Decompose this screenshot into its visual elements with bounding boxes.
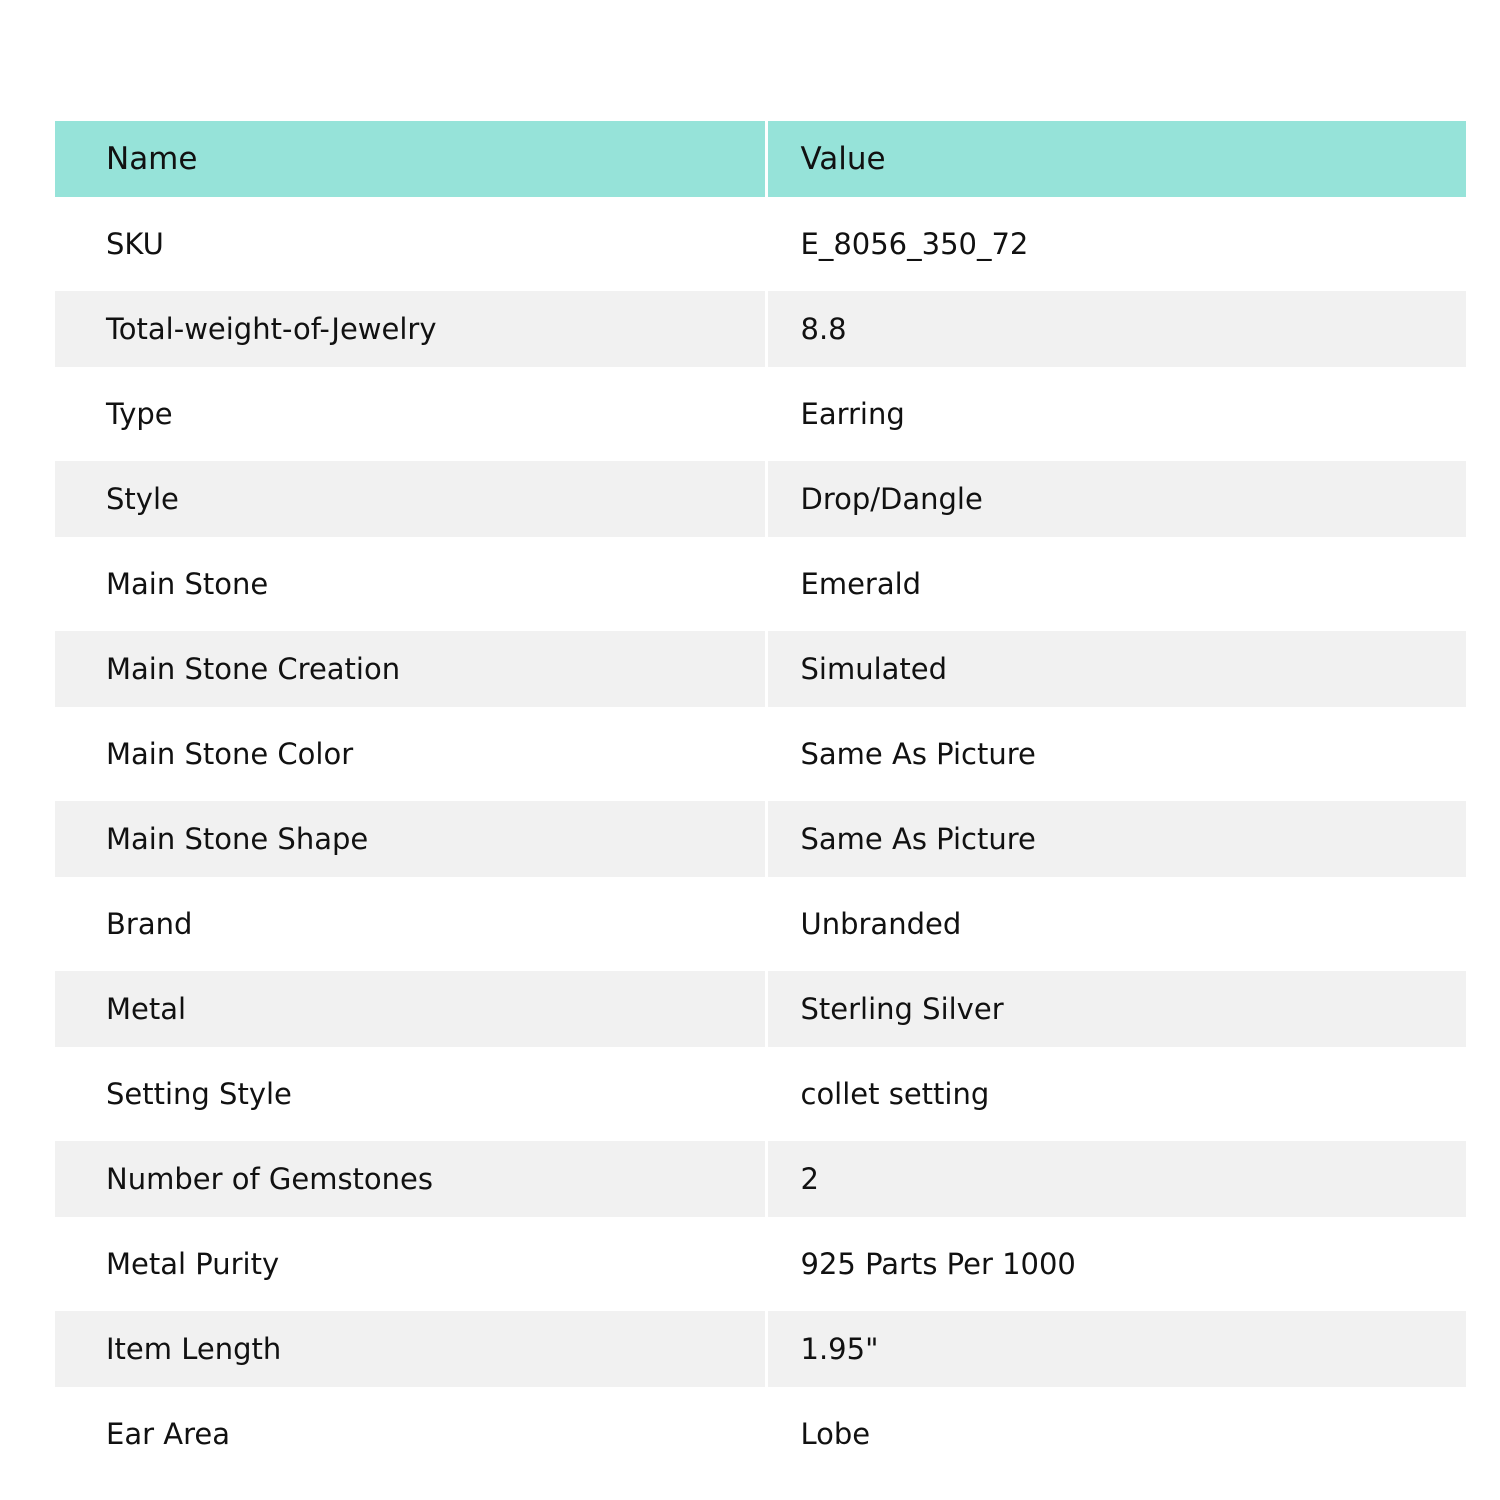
attribute-value-cell: 8.8 — [766, 291, 1466, 367]
attribute-name-cell: Type — [55, 367, 766, 461]
table-row — [55, 1311, 1466, 1387]
table-row — [55, 631, 1466, 707]
table-row — [55, 1217, 1466, 1311]
attribute-value-cell: Drop/Dangle — [766, 461, 1466, 537]
attribute-name-cell: Metal — [55, 971, 766, 1047]
attribute-name-cell: Setting Style — [55, 1047, 766, 1141]
attribute-name-cell: Total-weight-of-Jewelry — [55, 291, 766, 367]
attribute-value-cell: Lobe — [800, 1417, 871, 1451]
table-row — [55, 291, 1466, 367]
attribute-name-cell: Main Stone Color — [55, 707, 766, 801]
column-header-name: Name — [55, 121, 766, 197]
attribute-value-cell: 2 — [766, 1141, 1466, 1217]
attribute-name-cell: Main Stone Creation — [55, 631, 766, 707]
attribute-name-cell: Brand — [55, 877, 766, 971]
attribute-value-cell: Emerald — [800, 567, 922, 601]
table-body — [55, 197, 1466, 1481]
attribute-name-cell: SKU — [55, 197, 766, 291]
table-row — [55, 537, 1466, 631]
attribute-value-cell: Earring — [800, 397, 905, 431]
specifications-table — [55, 121, 1466, 1481]
table-row — [55, 877, 1466, 971]
table-row — [55, 707, 1466, 801]
table-row — [55, 1141, 1466, 1217]
column-header-value: Value — [766, 121, 1466, 197]
attribute-name-cell: Style — [55, 461, 766, 537]
attribute-value-cell: Sterling Silver — [766, 971, 1466, 1047]
table-row — [55, 367, 1466, 461]
attribute-name-cell: Ear Area — [55, 1387, 766, 1481]
table-row — [55, 971, 1466, 1047]
attribute-value-cell: E_8056_350_72 — [800, 227, 1029, 261]
attribute-value-cell: Same As Picture — [800, 737, 1036, 771]
attribute-name-cell: Main Stone — [55, 537, 766, 631]
attribute-value-cell: Same As Picture — [766, 801, 1466, 877]
attribute-name-cell: Item Length — [55, 1311, 766, 1387]
table-row — [55, 197, 1466, 291]
attribute-name-cell: Main Stone Shape — [55, 801, 766, 877]
table-header — [55, 121, 1466, 197]
attribute-name-cell: Metal Purity — [55, 1217, 766, 1311]
attribute-value-cell: collet setting — [800, 1077, 990, 1111]
table-row — [55, 461, 1466, 537]
header-row — [55, 121, 1466, 197]
attribute-name-cell: Number of Gemstones — [55, 1141, 766, 1217]
table-row — [55, 801, 1466, 877]
attribute-value-cell: 1.95" — [766, 1311, 1466, 1387]
table-row — [55, 1387, 1466, 1481]
attribute-value-cell: Simulated — [766, 631, 1466, 707]
attribute-value-cell: Unbranded — [800, 907, 962, 941]
table-row — [55, 1047, 1466, 1141]
attribute-value-cell: 925 Parts Per 1000 — [800, 1247, 1076, 1281]
